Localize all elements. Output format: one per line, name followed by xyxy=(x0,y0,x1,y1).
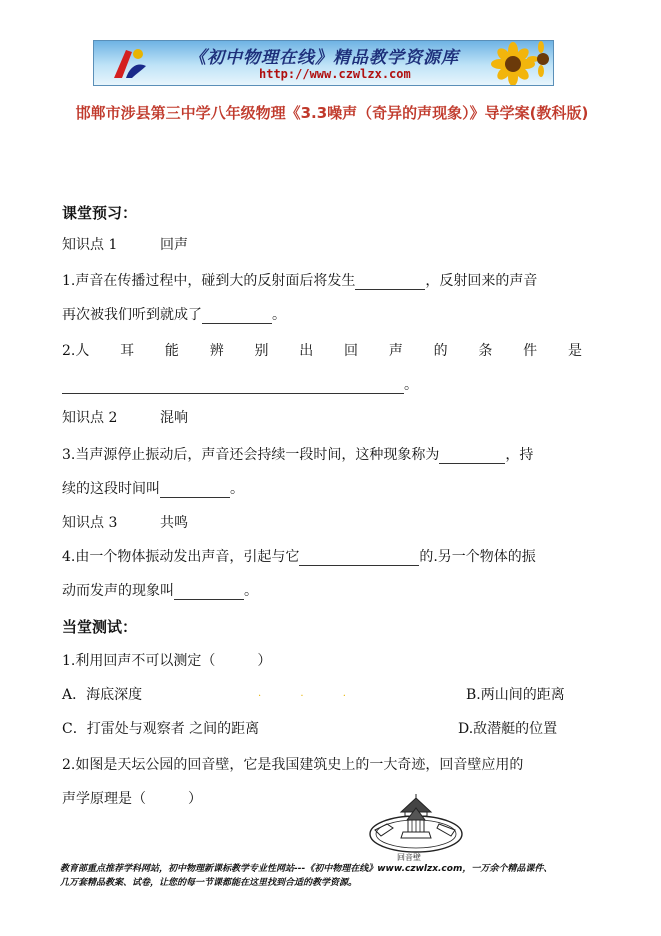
sunflower-icon xyxy=(471,41,551,86)
kp3-label: 知识点 3 xyxy=(62,515,118,531)
q2-char: 耳 xyxy=(120,343,135,359)
banner-title: 《初中物理在线》精品教学资源库 xyxy=(189,48,459,68)
q2-end: 。 xyxy=(404,377,418,393)
test-q2-line1: 2.如图是天坛公园的回音壁，它是我国建筑史上的一大奇迹，回音壁应用的 xyxy=(62,757,524,773)
test-q1-option-d: D.敌潜艇的位置 xyxy=(458,721,558,737)
test-q1: 1.利用回声不可以测定（ ） xyxy=(62,653,272,669)
test-q1-option-b: B.两山间的距离 xyxy=(466,687,565,703)
kp3-name: 共鸣 xyxy=(160,515,188,531)
q1-text-a: 1.声音在传播过程中，碰到大的反射面后将发生 xyxy=(62,273,356,289)
q3-text-b: ，持 xyxy=(505,447,534,463)
q4-line1 xyxy=(62,548,536,566)
q4-text-b: 的.另一个物体的振 xyxy=(419,549,536,565)
q2-char: 出 xyxy=(299,343,314,359)
q2-char: 2.人 xyxy=(62,343,90,359)
q2-char: 别 xyxy=(254,343,269,359)
q3-text-a: 3.当声源停止振动后，声音还会持续一段时间，这种现象称为 xyxy=(62,447,440,463)
q4-end: 。 xyxy=(244,583,258,599)
figure-caption: 回音壁 xyxy=(397,853,421,862)
page-footer xyxy=(60,862,605,890)
echo-wall-illustration xyxy=(367,790,465,856)
q1-line1 xyxy=(62,272,537,290)
test-q1-option-c: C．打雷处与观察者 之间的距离 xyxy=(62,721,260,737)
q2-char: 条 xyxy=(478,343,493,359)
test-q2-line2: 声学原理是（ ） xyxy=(62,791,202,807)
q3-end: 。 xyxy=(230,481,244,497)
q2-char: 能 xyxy=(164,343,179,359)
decorative-dots: . . . xyxy=(258,688,364,699)
preview-heading: 课堂预习： xyxy=(62,204,138,222)
q2-char: 声 xyxy=(388,343,403,359)
test-heading: 当堂测试： xyxy=(62,618,138,636)
q3-text-c: 续的这段时间叫 xyxy=(62,481,160,497)
q3-blank-2[interactable] xyxy=(160,485,230,498)
q3-blank-1[interactable] xyxy=(439,451,505,464)
q2-char: 回 xyxy=(344,343,359,359)
q2-char: 是 xyxy=(567,343,582,359)
test-q1-option-a: A．海底深度 xyxy=(62,687,143,703)
q1-text-b: ，反射回来的声音 xyxy=(425,273,538,289)
document-title: 邯郸市涉县第三中学八年级物理《3.3噪声（奇异的声现象）》导学案(教科版) xyxy=(75,104,589,122)
q1-line2 xyxy=(62,306,286,324)
q1-blank-1[interactable] xyxy=(355,277,425,290)
q2-blank[interactable] xyxy=(62,381,404,394)
q4-blank-1[interactable] xyxy=(299,553,419,566)
footer-line-2: 几万套精品教案、试卷，让您的每一节课都能在这里找到合适的教学资源。 xyxy=(60,878,358,888)
site-logo-icon xyxy=(108,44,152,84)
kp1-name: 回声 xyxy=(160,237,188,253)
q2-char: 件 xyxy=(523,343,538,359)
footer-line-1: 教育部重点推荐学科网站，初中物理新课标教学专业性网站---《初中物理在线》www.czwlzx.com，一万余个精品课件、 xyxy=(60,864,553,874)
q2-char: 的 xyxy=(433,343,448,359)
q4-text-a: 4.由一个物体振动发出声音，引起与它 xyxy=(62,549,300,565)
q2-char: 辨 xyxy=(209,343,224,359)
q1-text-c: 再次被我们听到就成了 xyxy=(62,307,202,323)
kp2-label: 知识点 2 xyxy=(62,410,118,426)
kp2-name: 混响 xyxy=(160,410,188,426)
q3-line1 xyxy=(62,446,533,464)
q1-end: 。 xyxy=(272,307,286,323)
header-banner xyxy=(93,40,554,86)
q2-line1 xyxy=(62,342,582,360)
q4-line2 xyxy=(62,582,258,600)
banner-url: http://www.czwlzx.com xyxy=(259,67,411,81)
q4-text-c: 动而发声的现象叫 xyxy=(62,583,174,599)
q1-blank-2[interactable] xyxy=(202,311,272,324)
q3-line2 xyxy=(62,480,244,498)
kp1-label: 知识点 1 xyxy=(62,237,118,253)
q2-line2 xyxy=(62,376,418,394)
q4-blank-2[interactable] xyxy=(174,587,244,600)
